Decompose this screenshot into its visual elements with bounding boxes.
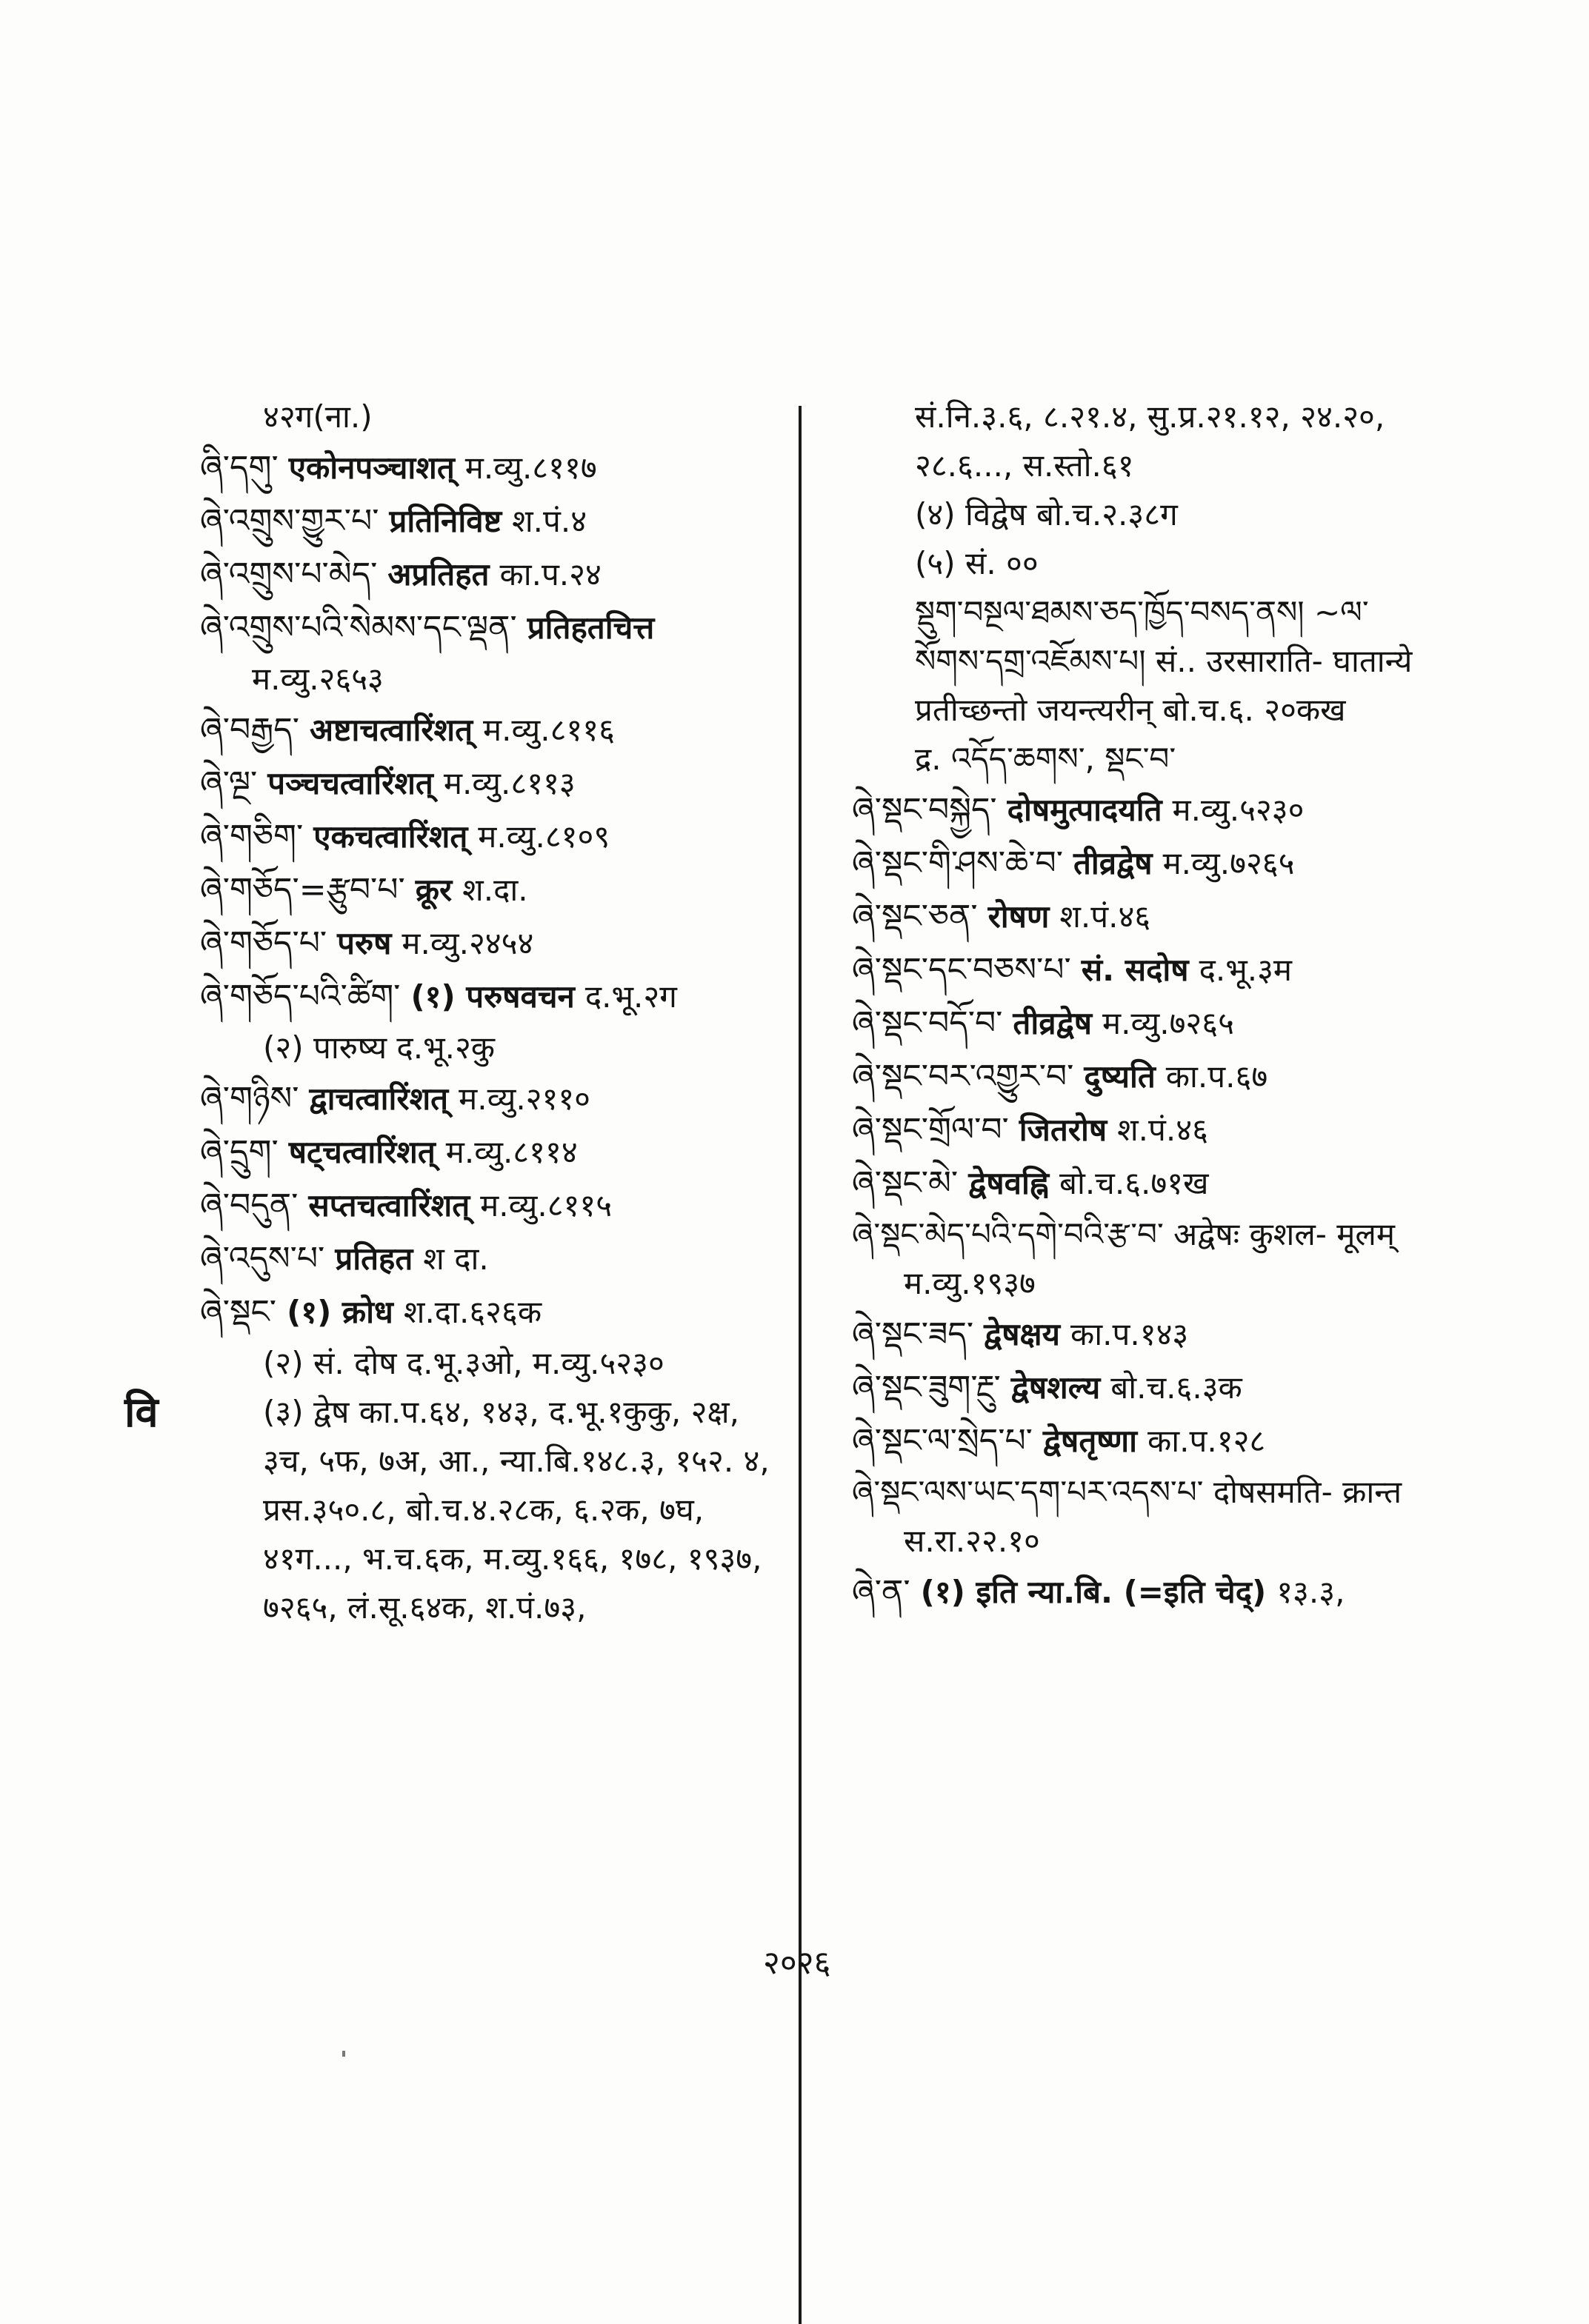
- source-reference: श.पं.४: [512, 503, 587, 539]
- source-reference: बो.च.६.३क: [1110, 1369, 1242, 1406]
- tibetan-headword: ཞེ་སྡང་གི་ཤས་ཆེ་བ་: [852, 844, 1063, 882]
- dictionary-entry: [200, 970, 793, 1024]
- dictionary-entry: [200, 441, 793, 495]
- sanskrit-equivalent: द्वेषतृष्णा: [1042, 1423, 1138, 1459]
- source-reference: का.प.६७: [1165, 1058, 1268, 1095]
- source-reference: श.दा.६२६क: [403, 1294, 542, 1330]
- print-speck: [342, 2051, 345, 2057]
- source-reference: म.व्यु.७२६५: [1102, 1005, 1234, 1041]
- source-reference: म.व्यु.८११३: [443, 765, 576, 801]
- tibetan-headword: ཞེ་གཅོད་པའི་ཚིག་: [200, 978, 401, 1015]
- tibetan-headword: ཞེ་བརྒྱད་: [200, 711, 299, 749]
- sanskrit-equivalent: प्रतिनिविष्ट: [389, 503, 502, 539]
- tibetan-headword: ཞེ་གཅོད་པ་: [200, 924, 327, 962]
- entry-continuation: (५) सं. ००: [915, 545, 1039, 581]
- tibetan-headword: ཞེ་སྡང་བསྐྱེད་: [852, 791, 997, 829]
- source-reference: १३.३,: [1276, 1574, 1345, 1610]
- dictionary-entry: [852, 784, 1445, 837]
- sanskrit-equivalent: अष्टाचत्वारिंशत्: [309, 712, 473, 748]
- source-reference: श.पं.४६: [1059, 898, 1151, 935]
- dictionary-entry: [852, 1415, 1445, 1468]
- source-reference: म.व्यु.८११७: [464, 450, 597, 486]
- dictionary-entry: [200, 495, 793, 548]
- sanskrit-equivalent: (१) परुषवचन: [410, 978, 575, 1015]
- sanskrit-equivalent: द्वाचत्वारिंशत्: [309, 1081, 449, 1117]
- entry-continuation: (२) सं. दोष द.भू.३ओ, म.व्यु.५२३०: [263, 1345, 664, 1381]
- dictionary-entry: [852, 944, 1445, 997]
- sanskrit-equivalent: प्रतिहतचित्त: [527, 610, 655, 646]
- dictionary-entry: [200, 601, 793, 655]
- tibetan-headword: ཞེ་སྡང་བར་འགྱུར་བ་: [852, 1058, 1074, 1095]
- sanskrit-equivalent: दोषमुत्पादयति: [1007, 792, 1162, 828]
- dictionary-entry: [200, 704, 793, 757]
- source-reference: श दा.: [423, 1241, 489, 1277]
- left-column: [200, 393, 793, 1632]
- source-reference: बो.च.६.७१ख: [1059, 1165, 1209, 1201]
- dictionary-entry: [852, 890, 1445, 944]
- tibetan-headword: ཞེ་སྡང་གྲོལ་བ་: [852, 1111, 1009, 1149]
- tibetan-headword: ཞེ་གཅིག་: [200, 818, 304, 855]
- tibetan-headword: ཞེ་བདུན་: [200, 1186, 299, 1224]
- tibetan-headword: ཞེ་སྡང་: [200, 1293, 277, 1331]
- dictionary-entry: [200, 1179, 793, 1232]
- tibetan-headword: ཞེ་འགྲུས་གྱུར་པ་: [200, 502, 379, 540]
- source-reference: म.व्यु.८१०९: [478, 818, 610, 855]
- sanskrit-equivalent: दुष्यति: [1084, 1058, 1156, 1095]
- dictionary-entry: [200, 1286, 793, 1339]
- dictionary-entry: [200, 548, 793, 601]
- tibetan-headword: ཞེ་འགྲུས་པ་མེད་: [200, 555, 378, 593]
- source-reference: म.व्यु.८११६: [483, 712, 615, 748]
- sanskrit-equivalent: परुष: [337, 925, 392, 961]
- dictionary-entry: [852, 1308, 1445, 1361]
- entry-continuation: (४) विद्वेष बो.च.२.३८ग: [915, 496, 1178, 532]
- dictionary-entry: [852, 1361, 1445, 1415]
- entry-continuation: ཞེ་སྡང་ལས་ཡང་དག་པར་འདས་པ་ दोषसमति- क्रान्त स.रा.२२.१०: [852, 1474, 1402, 1559]
- sanskrit-equivalent: द्वेषक्षय: [984, 1316, 1061, 1352]
- column-divider: [799, 406, 802, 2324]
- source-reference: म.व्यु.२११०: [459, 1081, 591, 1117]
- source-reference: म.व्यु.७२६५: [1162, 845, 1295, 881]
- source-reference: का.प.१४३: [1070, 1316, 1189, 1352]
- tibetan-headword: ཞེ་སྡང་དང་བཅས་པ་: [852, 951, 1071, 989]
- entry-continuation: सं.नि.३.६, ८.२१.४, सु.प्र.२१.१२, २४.२०, २८.६..., स.स्तो.६१: [915, 398, 1385, 484]
- dictionary-entry: [852, 837, 1445, 890]
- tibetan-headword: ཞེ་སྡང་ལ་སྲེད་པ་: [852, 1422, 1033, 1460]
- sanskrit-equivalent: एकचत्वारिंशत्: [313, 818, 468, 855]
- source-reference: म.व्यु.५२३०: [1172, 792, 1305, 828]
- dictionary-entry: [200, 757, 793, 810]
- dictionary-entry: [200, 917, 793, 970]
- sanskrit-equivalent: प्रतिहत: [335, 1241, 413, 1277]
- tibetan-headword: ཞེ་ན་: [852, 1573, 910, 1611]
- entry-continuation: म.व्यु.२६५३: [252, 661, 384, 697]
- tibetan-headword: ཞེ་གཅོད་=རྩུབ་པ་: [200, 871, 405, 909]
- entry-continuation: द्र. འདོད་ཆགས་, སྡང་བ་: [915, 741, 1176, 777]
- dictionary-entry: [200, 1126, 793, 1179]
- tibetan-headword: ཞེ་སྡང་བདོ་བ་: [852, 1004, 1003, 1042]
- tibetan-headword: ཞེ་འགྲུས་པའི་སེམས་དང་ལྡན་: [200, 609, 517, 647]
- source-reference: का.प.२४: [499, 556, 602, 592]
- dictionary-entry: [200, 1232, 793, 1286]
- source-reference: का.प.१२८: [1147, 1423, 1266, 1459]
- entry-continuation: སྡུག་བསྔལ་ཐམས་ཅད་ཁྱོད་བསད་ནས། ~ལ་ སོགས་དགྲ་འཇོམས་པ། सं.. उरसाराति- घातान्ये प्रतीच्छन्तो जयन्त्यरीन् बो.च.६. २०कख: [915, 594, 1413, 728]
- right-column: [852, 393, 1445, 1619]
- sanskrit-equivalent: अप्रतिहत: [387, 556, 490, 592]
- sanskrit-equivalent: एकोनपञ्चाशत्: [288, 450, 455, 486]
- sanskrit-equivalent: षट्चत्वारिंशत्: [288, 1134, 436, 1170]
- sanskrit-equivalent: (१) इति न्या.बि. (=इति चेद्): [920, 1574, 1267, 1610]
- source-reference: म.व्यु.२४५४: [402, 925, 534, 961]
- source-reference: म.व्यु.८११४: [445, 1134, 578, 1170]
- source-reference: म.व्यु.८११५: [480, 1187, 613, 1223]
- tibetan-headword: ཞེ་སྡང་ཟུག་རྔུ་: [852, 1369, 1001, 1406]
- dictionary-entry: [200, 810, 793, 864]
- sanskrit-equivalent: द्वेषवह्नि: [968, 1165, 1049, 1201]
- side-letter-marker: वि: [124, 1389, 156, 1437]
- tibetan-headword: ཞེ་སྡང་མེ་: [852, 1164, 959, 1202]
- source-reference: द.भू.२ग: [584, 978, 677, 1015]
- sanskrit-equivalent: सं. सदोष: [1081, 952, 1189, 988]
- entry-continuation: (२) पारुष्य द.भू.२कु: [263, 1029, 496, 1066]
- sanskrit-equivalent: क्रूर: [415, 872, 453, 908]
- sanskrit-equivalent: जितरोष: [1019, 1112, 1107, 1148]
- tibetan-headword: ཞི་དགུ་: [200, 449, 279, 487]
- tibetan-headword: ཞེ་སྡང་ཅན་: [852, 898, 978, 935]
- tibetan-headword: ཞེ་གཉིས་: [200, 1080, 299, 1118]
- dictionary-entry: [852, 1103, 1445, 1157]
- entry-continuation: ཞེ་སྡང་མེད་པའི་དགེ་བའི་རྩ་བ་ अद्वेषः कुशल- मूलम् म.व्यु.१९३७: [852, 1216, 1396, 1301]
- tibetan-headword: ཞེ་ལྔ་: [200, 764, 258, 802]
- dictionary-entry: [852, 997, 1445, 1050]
- dictionary-entry: [200, 864, 793, 917]
- sanskrit-equivalent: तीव्रद्वेष: [1073, 845, 1153, 881]
- source-reference: श.पं.४६: [1117, 1112, 1208, 1148]
- dictionary-entry: [852, 1050, 1445, 1103]
- tibetan-headword: ཞེ་སྡང་ཟད་: [852, 1315, 974, 1353]
- sanskrit-equivalent: पञ्चचत्वारिंशत्: [267, 765, 433, 801]
- dictionary-entry: [852, 1566, 1445, 1619]
- sanskrit-equivalent: (१) क्रोध: [287, 1294, 393, 1330]
- entry-continuation: ४२ग(ना.): [263, 398, 373, 435]
- sanskrit-equivalent: रोषण: [987, 898, 1050, 935]
- sanskrit-equivalent: द्वेषशल्य: [1010, 1369, 1101, 1406]
- tibetan-headword: ཞེ་འདུས་པ་: [200, 1240, 325, 1278]
- dictionary-entry: [200, 1072, 793, 1126]
- dictionary-entry: [852, 1157, 1445, 1210]
- entry-continuation: (३) द्वेष का.प.६४, १४३, द.भू.१कुकु, २क्ष, ३च, ५फ, ७अ, आ., न्या.बि.१४८.३, १५२. ४, प्रस.३५०.८, बो.च.४.२८क, ६.२क, ७घ, ४१ग..., भ.च.६क, म.व्यु.१६६, १७८, १९३७, ७२६५, लं.सू.६४क, श.पं.७३,: [263, 1394, 770, 1626]
- page-number: २०२६: [763, 1944, 831, 1982]
- source-reference: द.भू.३म: [1199, 952, 1293, 988]
- source-reference: श.दा.: [462, 872, 528, 908]
- sanskrit-equivalent: सप्तचत्वारिंशत्: [308, 1187, 470, 1223]
- tibetan-headword: ཞེ་དྲུག་: [200, 1133, 279, 1171]
- sanskrit-equivalent: तीव्रद्वेष: [1013, 1005, 1093, 1041]
